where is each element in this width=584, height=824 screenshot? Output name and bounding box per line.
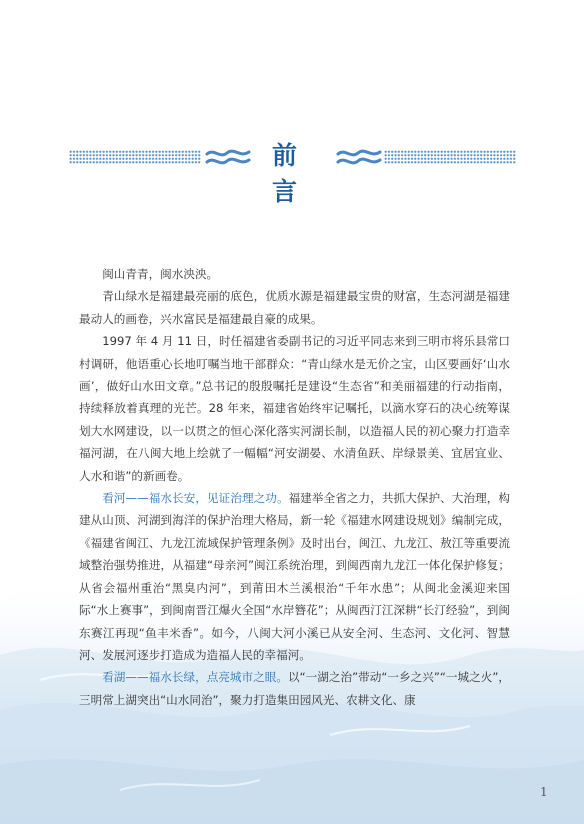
- paragraph: 青山绿水是福建最亮丽的底色，优质水源是福建最宝贵的财富，生态河湖是福建最动人的画卷，兴水富民是福建最自豪的成果。: [79, 289, 510, 326]
- wave-icon: [336, 146, 382, 168]
- wave-icon: [205, 146, 251, 168]
- dotted-ornament-right: [384, 150, 516, 164]
- paragraph: 闽山青青，闽水泱泱。: [102, 267, 219, 281]
- section-highlight: 看河——福水长安，见证治理之功。: [102, 491, 289, 506]
- dotted-ornament-left: [69, 150, 201, 164]
- page-number: 1: [540, 785, 548, 799]
- page-title: 前 言: [271, 141, 316, 206]
- chapter-header: [0, 138, 584, 206]
- paragraph: 看河——福水长安，见证治理之功。福建举全省之力，共抓大保护、大治理，构建从山顶、河湖到海洋的保护治理大格局，新一轮《福建水网建设规划》编制完成，《福建省闽江、九龙江流域保护管理条例》及时出台，闽江、九龙江、敖江等重要流域整治强势推进，从福建“母亲河”闽江系统治理，到闽西南九龙江一体化保护修复；从省会福州重治“黑臭内河”，到莆田木兰溪根治“千年水患”；从闽北金溪迎来国际“水上赛事”，到闽南晋江爆火全国“水岸簪花”；从闽西汀江深耕“长汀经验”，到闽东赛江再现“鱼丰米香”。如今，八闽大河小溪已从安全河、生态河、文化河、智慧河、发展河逐步打造成为造福人民的幸福河。: [79, 491, 510, 662]
- preface-body: [79, 263, 510, 711]
- paragraph: 1997 年 4 月 11 日，时任福建省委副书记的习近平同志来到三明市将乐县常口村调研，他语重心长地叮嘱当地干部群众：“青山绿水是无价之宝，山区要画好‘山水画’，做好山水田文章。”总书记的殷殷嘱托是建设“生态省”和美丽福建的行动指南，持续释放着真理的光芒。28 年来，福建省始终牢记嘱托，以滴水穿石的决心统筹谋划大水网建设，以一以贯之的恒心深化落实河湖长制，以造福人民的初心聚力打造幸福河湖，在八闽大地上绘就了一幅幅“河安湖晏、水清鱼跃、岸绿景美、宜居宜业、人水和谐”的新画卷。: [79, 334, 510, 483]
- section-highlight: 看湖——福水长绿，点亮城市之眼。: [102, 670, 289, 685]
- paragraph: 看湖——福水长绿，点亮城市之眼。以“一湖之治”带动“一乡之兴”“一城之火”，三明常上湖突出“山水同治”，聚力打造集田园风光、农耕文化、康: [79, 670, 510, 707]
